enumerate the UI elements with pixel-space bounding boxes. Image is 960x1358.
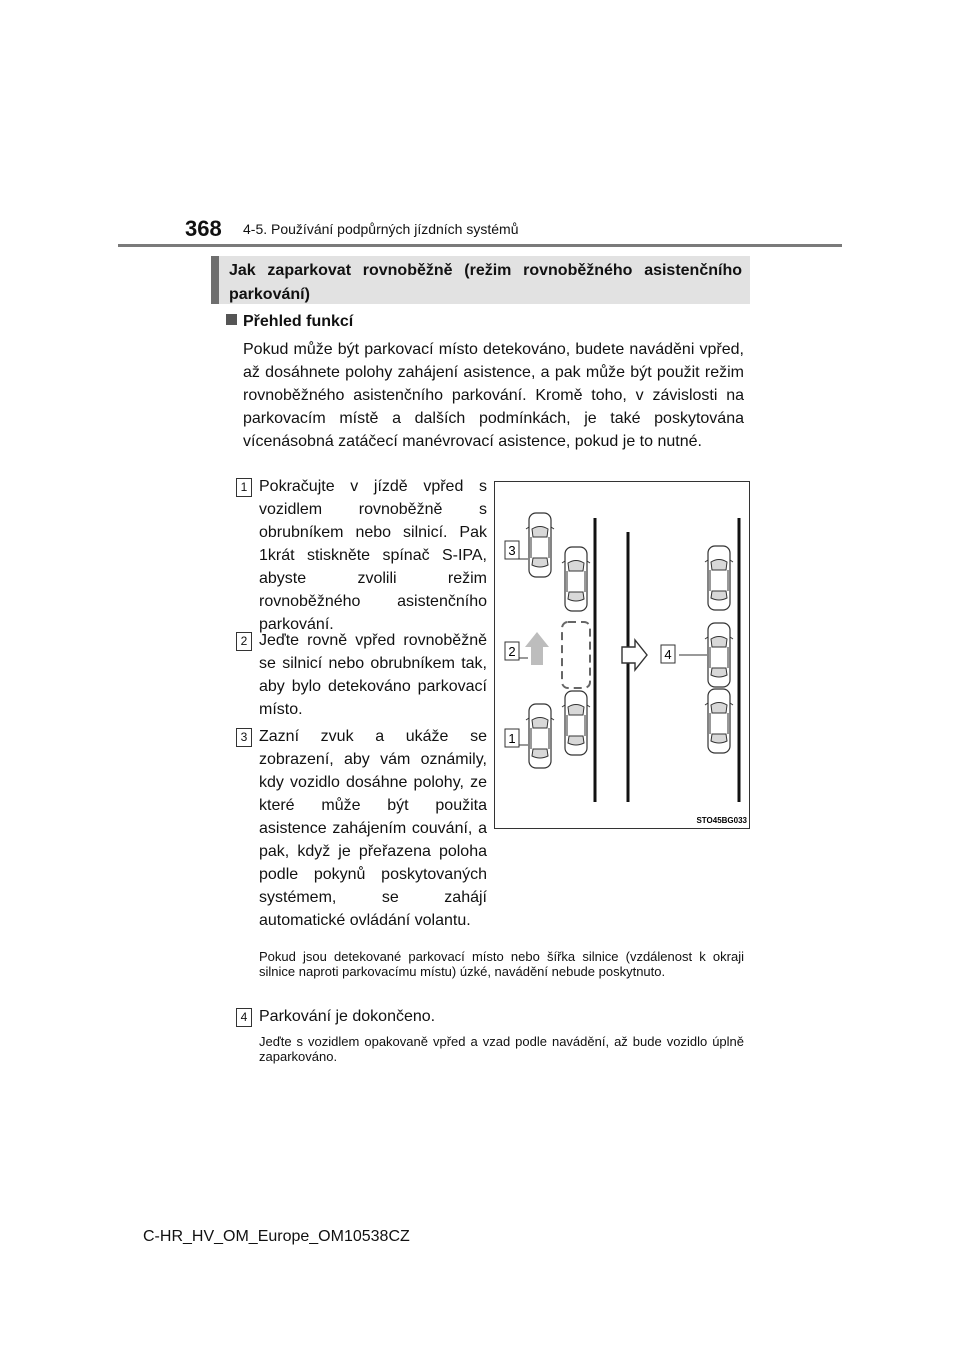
forward-arrow-icon (525, 632, 549, 665)
detected-parking-space (562, 622, 590, 688)
callout-1: 1 (508, 731, 516, 746)
parking-diagram (495, 482, 751, 830)
moving-car (526, 513, 554, 577)
subsection-title: Přehled funkcí (243, 313, 354, 330)
parked-car (705, 689, 733, 753)
parked-car (562, 691, 590, 755)
parked-car (705, 546, 733, 610)
intro-paragraph: Pokud může být parkovací místo detekováno, budete naváděni vpřed, až dosáhnete polohy zahájení asistence, a pak může být použit režim rovnoběžného asistenčního parkování. Kromě toho, v závislosti na parkovacím místě a dalších podmínkách, je také poskytována vícenásobná zatáčecí manévrovací asistence, pokud je to nutné. (243, 341, 744, 450)
page-number: 368 (185, 216, 222, 241)
step-text-4: Parkování je dokončeno. (259, 1008, 436, 1025)
transition-arrow-icon (622, 640, 647, 670)
square-bullet-icon (226, 314, 237, 325)
document-id: C-HR_HV_OM_Europe_OM10538CZ (143, 1228, 410, 1245)
header-divider (118, 244, 842, 247)
callout-4: 4 (664, 647, 672, 662)
step-number-3: 3 (236, 728, 252, 747)
section-title-box (211, 256, 750, 304)
subsection-heading (226, 313, 353, 331)
parked-car (562, 547, 590, 611)
step-text-1: Pokračujte v jízdě vpřed s vozidlem rovnoběžně s obrubníkem nebo silnicí. Pak 1krát stiskněte spínač S-IPA, abyste zvolili režim rovnoběžného asistenčního parkování. (259, 478, 487, 633)
section-title: Jak zaparkovat rovnoběžně (režim rovnoběžného asistenčního parkování) (229, 262, 742, 303)
note-narrow-space: Pokud jsou detekované parkovací místo nebo šířka silnice (vzdálenost k okraji silnice naproti parkovacímu místu) úzké, navádění nebude poskytnuto. (259, 949, 744, 979)
step-number-1: 1 (236, 478, 252, 497)
step-number-4: 4 (236, 1008, 252, 1027)
chapter-title: 4-5. Používání podpůrných jízdních systémů (243, 221, 519, 237)
figure-code: STO45BG033 (696, 816, 747, 825)
note-repeat-maneuver: Jeďte s vozidlem opakovaně vpřed a vzad podle navádění, až bude vozidlo úplně zaparkováno. (259, 1034, 744, 1064)
step-text-3: Zazní zvuk a ukáže se zobrazení, aby vám oznámily, kdy vozidlo dosáhne polohy, ze které může být použita asistence zahájením couvání, a pak, když je přeřazena poloha podle pokynů poskytovaných systémem, se zahájí automatické ovládání volantu. (259, 728, 487, 929)
parked-car (705, 623, 733, 687)
moving-car (526, 704, 554, 768)
callout-2: 2 (508, 644, 516, 659)
step-text-2: Jeďte rovně vpřed rovnoběžně se silnicí nebo obrubníkem tak, aby bylo detekováno parkovací místo. (259, 632, 487, 718)
step-number-2: 2 (236, 632, 252, 651)
parking-illustration (494, 481, 750, 829)
callout-3: 3 (508, 543, 516, 558)
